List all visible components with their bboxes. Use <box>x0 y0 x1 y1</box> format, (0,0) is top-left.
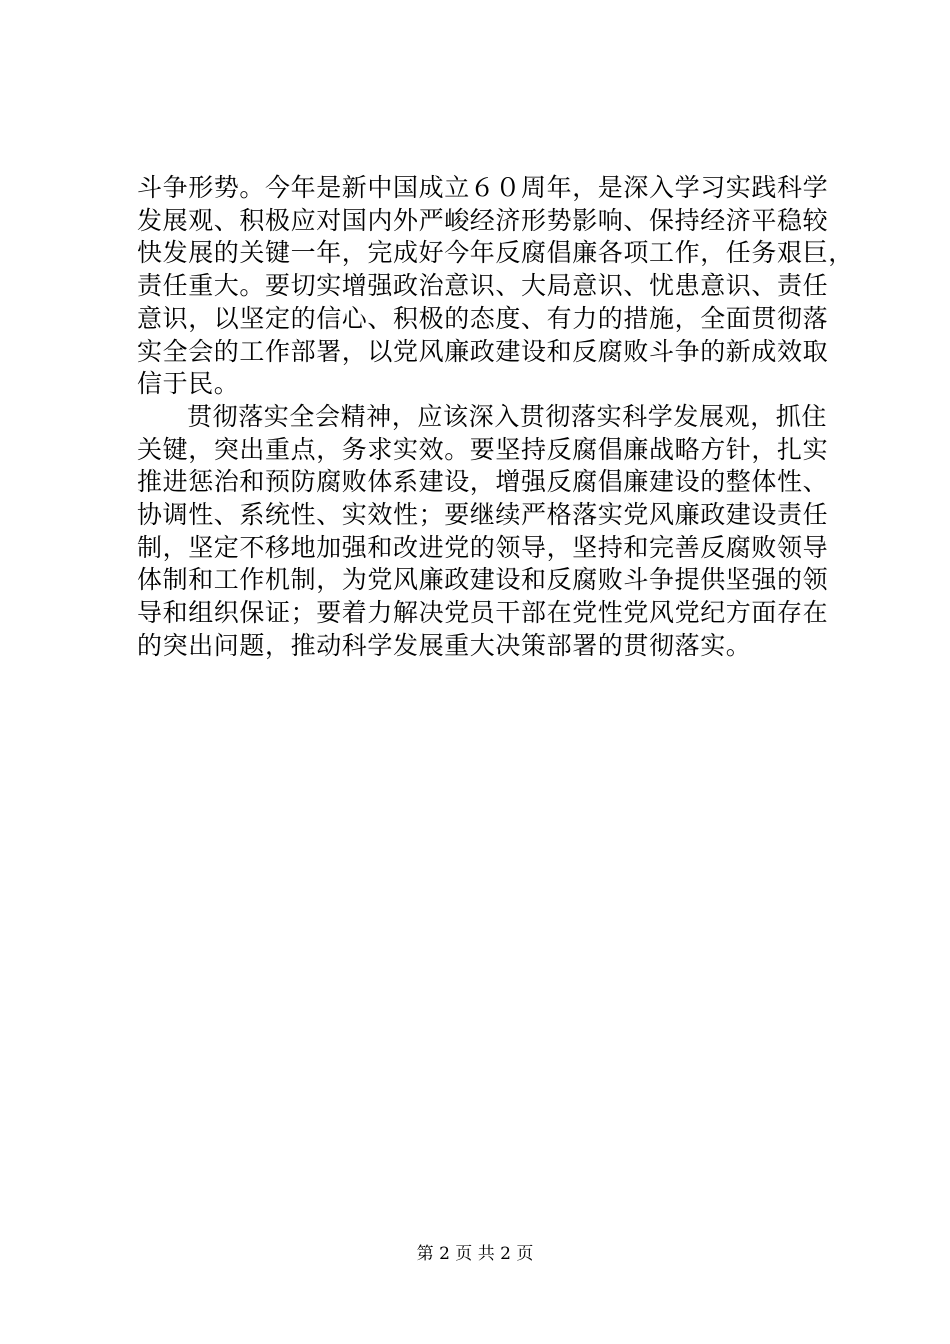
text-line: 导和组织保证；要着力解决党员干部在党性党风党纪方面存在 <box>137 598 829 628</box>
text-line: 协调性、系统性、实效性；要继续严格落实党风廉政建设责任 <box>137 500 829 530</box>
text-line: 实全会的工作部署，以党风廉政建设和反腐败斗争的新成效取 <box>137 336 829 366</box>
text-line: 的突出问题，推动科学发展重大决策部署的贯彻落实。 <box>137 630 752 660</box>
text-line: 责任重大。要切实增强政治意识、大局意识、忧患意识、责任 <box>137 271 829 301</box>
paragraph-2 <box>137 401 827 663</box>
text-line: 贯彻落实全会精神，应该深入贯彻落实科学发展观，抓住 <box>187 401 828 431</box>
page-number: 第 2 页 共 2 页 <box>416 1244 534 1264</box>
text-line: 制，坚定不移地加强和改进党的领导，坚持和完善反腐败领导 <box>137 532 829 562</box>
text-line: 推进惩治和预防腐败体系建设，增强反腐倡廉建设的整体性、 <box>137 467 829 497</box>
text-line: 关键，突出重点，务求实效。要坚持反腐倡廉战略方针，扎实 <box>137 434 829 464</box>
document-body <box>137 172 854 663</box>
text-line: 快发展的关键一年，完成好今年反腐倡廉各项工作，任务艰巨， <box>137 238 854 268</box>
text-line: 发展观、积极应对国内外严峻经济形势影响、保持经济平稳较 <box>137 205 829 235</box>
text-line: 信于民。 <box>137 369 240 399</box>
page-footer <box>0 1243 950 1265</box>
text-line: 意识，以坚定的信心、积极的态度、有力的措施，全面贯彻落 <box>137 303 829 333</box>
text-line: 体制和工作机制，为党风廉政建设和反腐败斗争提供坚强的领 <box>137 565 829 595</box>
paragraph-1 <box>137 172 854 401</box>
text-line: 斗争形势。今年是新中国成立６０周年，是深入学习实践科学 <box>137 173 829 202</box>
